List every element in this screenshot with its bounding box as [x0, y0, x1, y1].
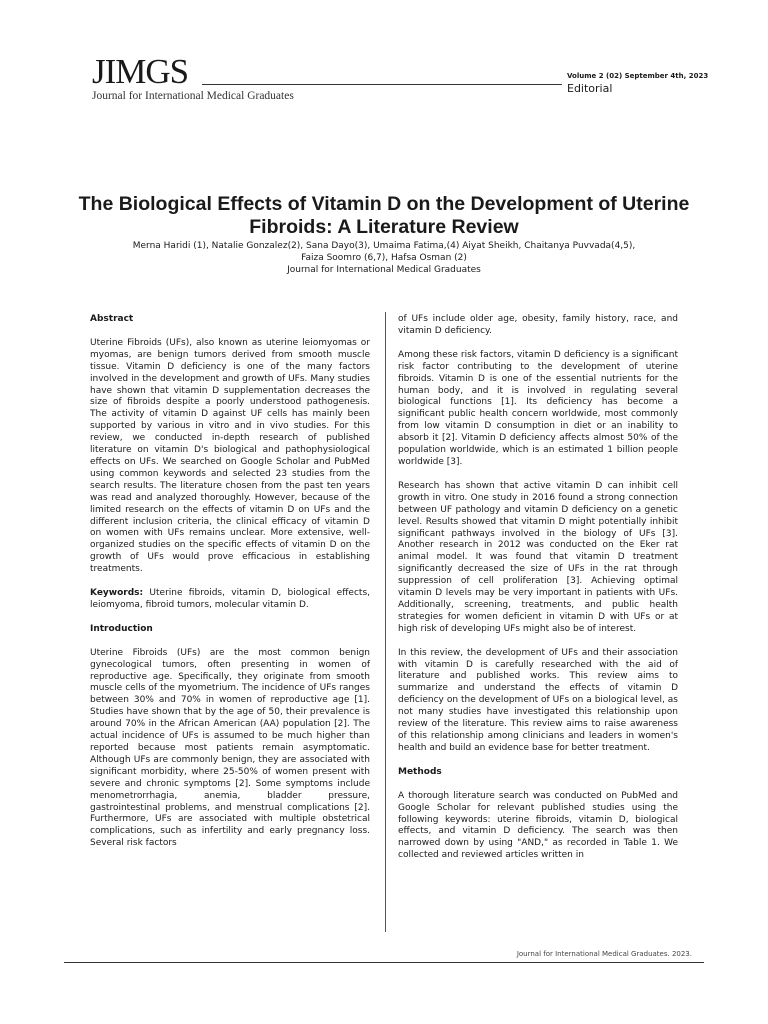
introduction-heading: Introduction [90, 623, 153, 634]
journal-logo: JIMGS [92, 52, 189, 91]
keywords-text: Uterine fibroids, vitamin D, biological effects, leiomyoma, fibroid tumors, molecular vitamin D. [90, 588, 370, 610]
article-title: The Biological Effects of Vitamin D on the Development of Uterine Fibroids: A Literature Review [78, 193, 690, 238]
keywords [90, 588, 370, 612]
authors-line-2: Faiza Soomro (6,7), Hafsa Osman (2) [301, 253, 467, 263]
affiliation: Journal for International Medical Graduates [287, 265, 481, 275]
journal-full-name: Journal for International Medical Graduates [92, 90, 294, 102]
masthead [92, 52, 709, 104]
article-type: Editorial [567, 82, 613, 95]
introduction-paragraph-2: Among these risk factors, vitamin D deficiency is a significant risk factor contributing to the development of uterine fibroids. Vitamin D is one of the essential nutrients for the human body, and it is involved in regulating several biological functions [1]. Its deficiency has become a significant public health concern worldwide, most commonly from low vitamin D consumption in diet or an inability to absorb it [2]. Vitamin D deficiency affects almost 50% of the population worldwide, which is an estimated 1 billion people worldwide [3]. [398, 349, 678, 467]
introduction-paragraph-3: Research has shown that active vitamin D can inhibit cell growth in vitro. One study in 2016 found a strong connection between UF pathology and vitamin D deficiency on a genetic level. Results showed that vitamin D might potentially inhibit significant pathways involved in the biology of UFs [3]. Another research in 2012 was conducted on the Eker rat animal model. It was found that vitamin D treatment significantly decreased the size of UFs in the rat through suppression of cell proliferation [3]. Achieving optimal vitamin D levels may be very important in patients with UFs. Additionally, screening, treatments, and public health strategies for women deficient in vitamin D with UFs or at high risk of developing UFs might also be of interest. [398, 480, 678, 634]
keywords-label: Keywords: [90, 588, 144, 599]
authors-line-1: Merna Haridi (1), Natalie Gonzalez(2), Sana Dayo(3), Umaima Fatima,(4) Aiyat Sheikh, Chaitanya Puvvada(4,5), [132, 241, 636, 251]
methods-paragraph-1: A thorough literature search was conducted on PubMed and Google Scholar for relevant published studies using the following keywords: uterine fibroids, vitamin D, biological effects, and vitamin D deficiency. The search was then narrowed down by using "AND," as recorded in Table 1. We collected and reviewed articles written in [398, 790, 678, 861]
methods-heading: Methods [398, 766, 442, 777]
introduction-paragraph-1: Uterine Fibroids (UFs) are the most common benign gynecological tumors, often presenting in women of reproductive age. Specifically, they originate from smooth muscle cells of the myometrium. The incidence of UFs ranges between 30% and 70% in women of reproductive age [1]. Studies have shown that by the age of 50, their prevalence is around 70% in the African American (AA) population [2]. The actual incidence of UFs is assumed to be much higher than reported because most patients remain asymptomatic. Although UFs are commonly benign, they are associated with significant morbidity, where 25-50% of women present with severe and chronic symptoms [2]. Some symptoms include menometrorrhagia, anemia, bladder pressure, gastrointestinal problems, and menstrual complications [2]. Furthermore, UFs are associated with multiple obstetrical complications, such as infertility and early pregnancy loss. Several risk factors [90, 647, 370, 849]
right-column [398, 314, 678, 874]
introduction-paragraph-1-continued: of UFs include older age, obesity, family history, race, and vitamin D deficiency. [398, 314, 678, 336]
column-divider [385, 312, 386, 932]
footer-rule [64, 962, 704, 963]
author-list [80, 240, 688, 264]
masthead-rule [202, 84, 562, 85]
abstract-heading: Abstract [90, 314, 134, 324]
issue-info: Volume 2 (02) September 4th, 2023 [567, 72, 709, 80]
left-column [90, 314, 370, 862]
introduction-paragraph-4: In this review, the development of UFs and their association with vitamin D is carefully researched with the aid of literature and published works. This review aims to summarize and understand the effects of vitamin D deficiency on the development of UFs on a biological level, as not many studies have investigated this relationship upon review of the literature. This review aims to raise awareness of this relationship among clinicians and leaders in women's health and build an evidence base for better treatment. [398, 647, 678, 753]
footer-text: Journal for International Medical Graduates. 2023. [516, 950, 692, 958]
abstract-text: Uterine Fibroids (UFs), also known as uterine leiomyomas or myomas, are benign tumors derived from smooth muscle tissue. Vitamin D deficiency is one of the many factors involved in the development and growth of UFs. Many studies have shown that vitamin D supplementation decreases the size of fibroids despite a poorly understood pathogenesis. The activity of vitamin D against UF cells has mainly been supported by various in vitro and in vivo studies. For this review, we conducted in-depth research of published literature on vitamin D's biological and pathophysiological effects on UFs. We searched on Google Scholar and PubMed using common keywords and selected 23 studies from the search results. The literature chosen from the past ten years was read and analyzed thoroughly. However, because of the limited research on the effects of vitamin D on UFs and the different inclusion criteria, the clinical efficacy of vitamin D on women with UFs remains unclear. More extensive, well-organized studies on the specific effects of vitamin D on the growth of UFs would prove efficacious in establishing treatments. [90, 337, 370, 575]
